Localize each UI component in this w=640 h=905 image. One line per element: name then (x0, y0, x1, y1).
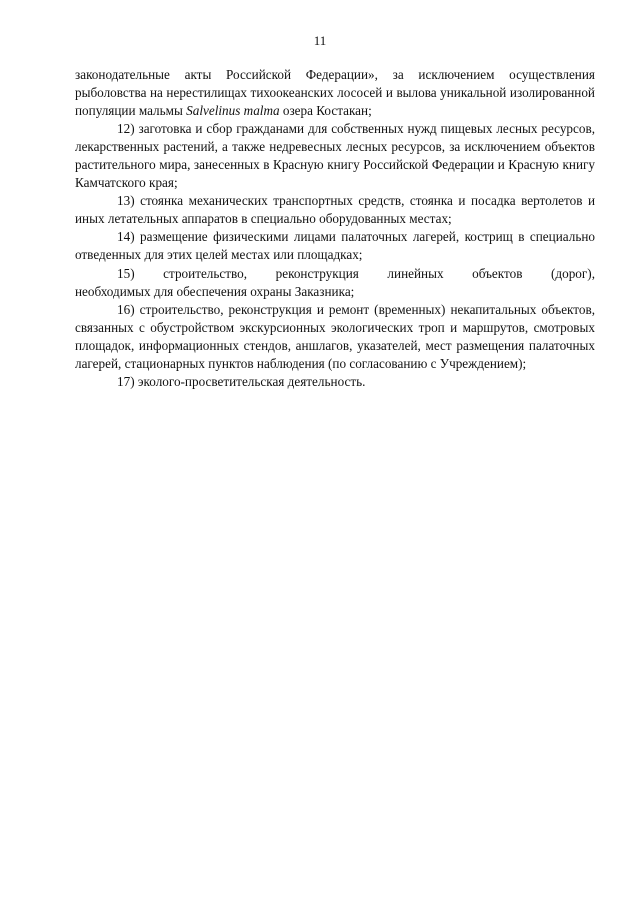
paragraph-item-15-line-2: необходимых для обеспечения охраны Заказника; (75, 283, 355, 299)
page-number: 11 (313, 33, 327, 48)
paragraph-continued (75, 66, 595, 120)
document-body (75, 66, 595, 391)
paragraph-continued-text-after: озера Костакан; (279, 103, 372, 119)
paragraph-item-15-line-1: 15) строительство, реконструкция линейных объектов (дорог), (117, 265, 595, 281)
paragraph-continued-text-before: законодательные акты Российской Федерации», за исключением осуществления рыболовства на нерестилищах тихоокеанских лососей и вылова уникальной изолированной популяции мальмы (75, 67, 595, 119)
species-name: Salvelinus malma (186, 103, 280, 119)
paragraph-item-12: 12) заготовка и сбор гражданами для собственных нужд пищевых лесных ресурсов, лекарственных растений, а также недревесных лесных ресурсов, за исключением объектов растительного мира, занесенных в Красную книгу Российской Федерации и Красную книгу Камчатского края; (75, 121, 595, 191)
paragraph-item-13: 13) стоянка механических транспортных средств, стоянка и посадка вертолетов и иных летательных аппаратов в специально оборудованных местах; (75, 193, 595, 227)
paragraph-item-16: 16) строительство, реконструкция и ремонт (временных) некапитальных объектов, связанных с обустройством экскурсионных экологических троп и маршрутов, смотровых площадок, информационных стендов, аншлагов, указателей, мест размещения палаточных лагерей, стационарных пунктов наблюдения (по согласованию с Учреждением); (75, 301, 595, 371)
paragraph-item-15 (75, 265, 595, 301)
paragraph-item-14: 14) размещение физическими лицами палаточных лагерей, кострищ в специально отведенных для этих целей местах или площадках; (75, 229, 595, 263)
paragraph-item-17: 17) эколого-просветительская деятельность. (117, 373, 366, 389)
